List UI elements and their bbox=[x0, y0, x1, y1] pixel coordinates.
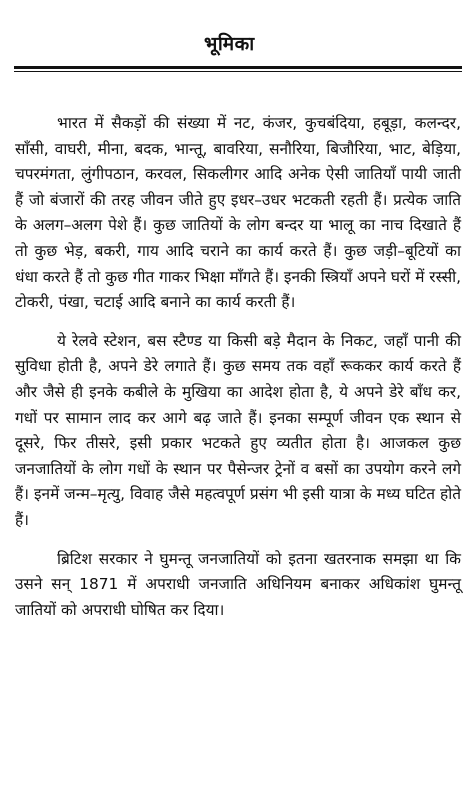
page-title: भूमिका bbox=[204, 33, 255, 55]
title-underline-thick bbox=[14, 66, 462, 69]
paragraph-2: ये रेलवे स्टेशन, बस स्टैण्ड या किसी बड़े मैदान के निकट, जहाँ पानी की सुविधा होती है, अपने डेरे लगाते हैं। कुछ समय तक वहाँ रूककर कार्य करते हैं और जैसे ही इनके कबीले के मुखिया का आदेश होता है, ये अपने डेरे बाँध कर, गधों पर सामान लाद कर आगे बढ़ जाते हैं। इनका सम्पूर्ण जीवन एक स्थान से दूसरे, फिर तीसरे, इसी प्रकार भटकते हुए व्यतीत होता है। आजकल कुछ जनजातियों के लोग गधों के स्थान पर पैसेन्जर ट्रेनों व बसों का उपयोग करने लगे हैं। इनमें जन्म–मृत्यु, विवाह जैसे महत्वपूर्ण प्रसंग भी इसी यात्रा के मध्य घटित होते हैं। bbox=[15, 331, 461, 529]
paragraph-1: भारत में सैकड़ों की संख्या में नट, कंजर, कुचबंदिया, हबूड़ा, कलन्दर, साँसी, वाघरी, मीना, बदक, भान्तू, बावरिया, सनौरिया, बिजौरिया, भाट, बेड़िया, चपरमंगता, लुंगीपठान, करवल, सिकलीगर आदि अनेक ऐसी जातियाँ पायी जाती हैं जो बंजारों की तरह जीवन जीते हुए इधर–उधर भटकती रहती हैं। प्रत्येक जाति के अलग–अलग पेशे हैं। कुछ जातियों के लोग बन्दर या भालू का नाच दिखाते हैं तो कुछ भेड़, बकरी, गाय आदि चराने का कार्य करते हैं। कुछ जड़ी–बूटियों का धंधा करते हैं तो कुछ गीत गाकर भिक्षा माँगते हैं। इनकी स्त्रियाँ अपने घरों में रस्सी, टोकरी, पंखा, चटाई आदि बनाने का कार्य करती हैं। bbox=[15, 114, 462, 312]
body-text bbox=[15, 111, 461, 623]
paragraph-3: ब्रिटिश सरकार ने घुमन्तू जनजातियों को इतना खतरनाक समझा था कि उसने सन् 1871 में अपराधी जनजाति अधिनियम बनाकर अधिकांश घुमन्तू जातियों को अपराधी घोषित कर दिया। bbox=[15, 549, 461, 619]
title-underline-thin bbox=[14, 71, 462, 72]
